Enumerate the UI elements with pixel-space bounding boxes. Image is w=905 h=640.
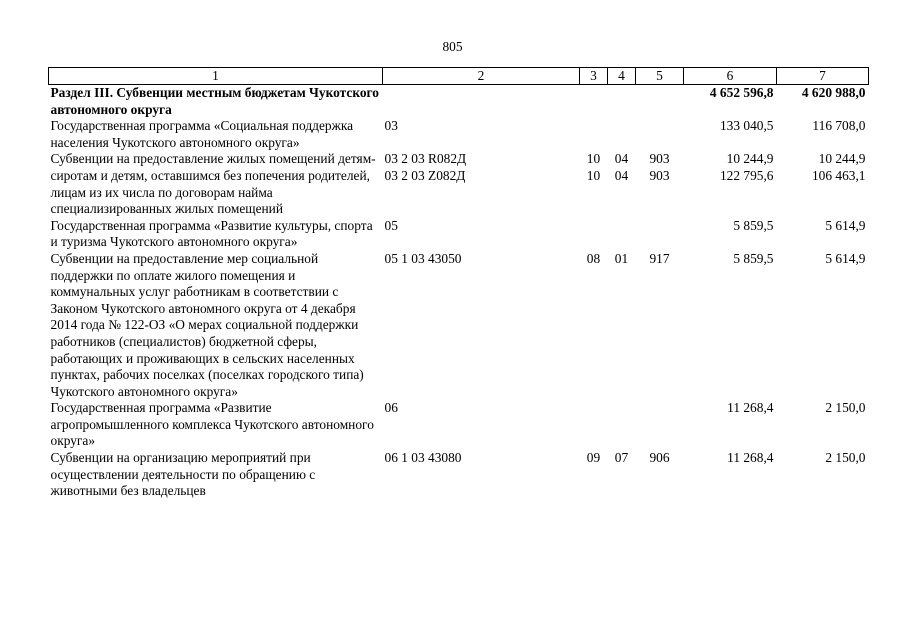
row-col4 [608,85,636,119]
table-row [49,85,869,119]
page-number: 805 [442,39,463,54]
table-header-row [49,68,869,85]
table-row [49,118,869,151]
row-code: 05 [384,217,398,233]
row-value-6: 133 040,5 [719,118,774,134]
header-cell: 6 [684,68,777,85]
row-value-6: 122 795,6 [719,167,774,183]
row-col3: 08 [586,250,601,266]
row-col4-group [608,151,636,217]
row-name: Субвенции на организацию мероприятий при осуществлении деятельности по обращению с животными без владельцев [50,450,316,499]
row-code: 03 [384,118,398,134]
row-value-7: 2 150,0 [825,400,866,416]
row-col4: 01 [614,250,629,266]
row-code: 06 1 03 43080 [384,450,462,466]
row-value-6: 4 652 596,8 [709,85,774,100]
row-col3 [580,118,608,151]
row-col5 [636,400,684,450]
row-code: 06 [384,400,398,416]
row-value-6: 11 268,4 [727,400,774,416]
row-value-7: 5 614,9 [825,217,866,233]
row-col4 [608,400,636,450]
header-cell: 4 [608,68,636,85]
row-col5: 917 [649,250,670,266]
row-col5 [636,218,684,251]
row-col3 [580,400,608,450]
row-col3: 10 [586,167,601,183]
row-value-6: 10 244,9 [726,151,774,167]
row-name: Государственная программа «Социальная поддержка населения Чукотского автономного округа» [50,118,354,150]
row-code [383,85,580,119]
table-row [49,151,869,217]
row-col4: 04 [614,167,629,183]
row-code: 05 1 03 43050 [384,250,462,266]
table-row [49,400,869,450]
header-cell: 2 [383,68,580,85]
row-value-6: 5 859,5 [733,250,774,266]
row-col5 [636,85,684,119]
row-col4: 04 [614,151,629,167]
row-value-7: 106 463,1 [811,167,866,183]
row-value-7: 4 620 988,0 [801,85,866,100]
header-cell: 5 [636,68,684,85]
row-col5-group [636,151,684,217]
row-col4: 07 [614,450,629,466]
table-row [49,218,869,251]
row-value-7-group [777,151,869,217]
header-cell: 3 [580,68,608,85]
row-col3 [580,218,608,251]
row-col5 [636,118,684,151]
budget-table [48,67,869,500]
row-name: Государственная программа «Развитие культуры, спорта и туризма Чукотского автономного округа» [50,217,373,250]
row-value-6: 5 859,5 [733,217,774,233]
row-code: 03 2 03 R082Д [384,151,467,167]
row-col3 [580,85,608,119]
row-value-7: 2 150,0 [825,450,866,466]
row-value-7: 116 708,0 [812,118,866,134]
row-col5: 903 [649,167,670,183]
row-value-6: 11 268,4 [727,450,774,466]
row-value-6-group [684,151,777,217]
row-name: Субвенции на предоставление мер социальной поддержки по оплате жилого помещения и коммунальных услуг работникам в соответствии с Законом Чукотского автономного округа от 4 декабря 2014 года № 122-ОЗ «О мерах социальной поддержки работников (специалистов) бюджетной сферы, работающих и проживающих в сельских населенных пунктах, рабочих поселках (поселках городского типа) Чукотского автономного округа» [50,250,364,399]
row-col3-group [580,151,608,217]
header-cell: 1 [49,68,383,85]
table-row [49,450,869,500]
row-value-7: 10 244,9 [818,151,866,167]
row-code-group [383,151,580,217]
row-name: Субвенции на предоставление жилых помещений детям-сиротам и детям, оставшимся без попечения родителей, лицам из их числа по договорам найма специализированных жилых помещений [50,151,376,217]
row-col5: 906 [649,450,670,466]
row-col4 [608,118,636,151]
row-col3: 09 [586,450,601,466]
table-row [49,251,869,400]
row-col3: 10 [586,151,601,167]
row-col5: 903 [649,151,670,167]
row-name: Государственная программа «Развитие агропромышленного комплекса Чукотского автономного округа» [50,400,374,449]
row-code: 03 2 03 Z082Д [384,167,466,183]
row-value-7: 5 614,9 [825,250,866,266]
row-name: Раздел III. Субвенции местным бюджетам Чукотского автономного округа [50,85,380,117]
header-cell: 7 [777,68,869,85]
row-col4 [608,218,636,251]
